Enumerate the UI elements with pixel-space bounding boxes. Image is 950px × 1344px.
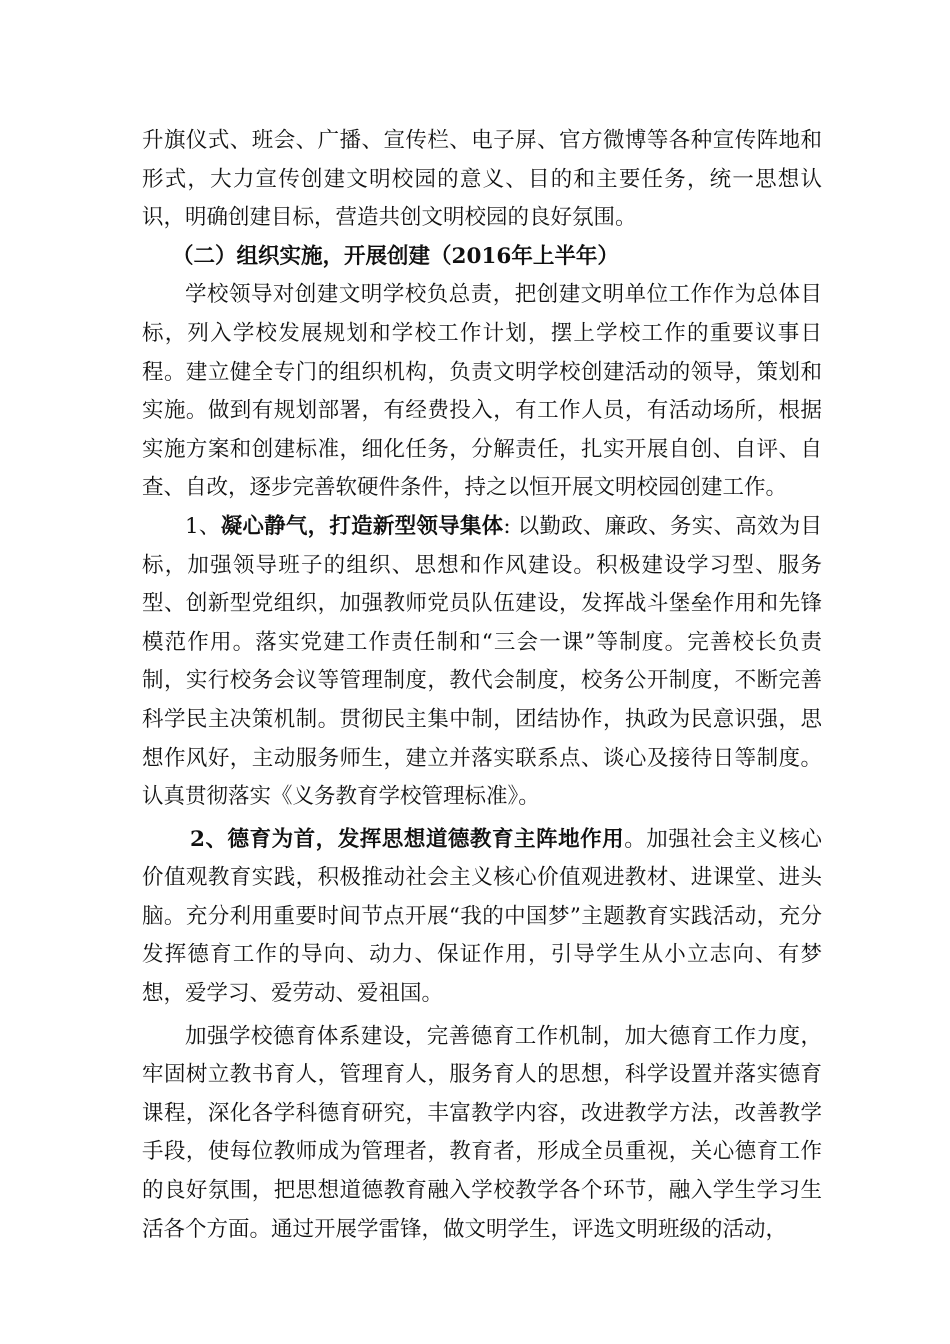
paragraph-item-1 [142,508,822,817]
paragraph-moral-education-system: 加强学校德育体系建设，完善德育工作机制，加大德育工作力度，牢固树立教书育人，管理育人，服务育人的思想，科学设置并落实德育课程，深化各学科德育研究，丰富教学内容，改进教学方法，改善教学手段，使每位教师成为管理者，教育者，形成全员重视，关心德育工作的良好氛围，把思想道德教育融入学校教学各个环节，融入学生学习生活各个方面。通过开展学雷锋，做文明学生，评选文明班级的活动， [142,1023,822,1242]
paragraph-item-2 [142,821,822,1014]
paragraph-publicity: 升旗仪式、班会、广播、宣传栏、电子屏、官方微博等各种宣传阵地和形式，大力宣传创建文明校园的意义、目的和主要任务，统一思想认识，明确创建目标，营造共创文明校园的良好氛围。 [142,128,822,231]
item-1-text: : 以勤政、廉政、务实、高效为目标，加强领导班子的组织、思想和作风建设。积极建设学习型、服务型、创新型党组织，加强教师党员队伍建设，发挥战斗堡垒作用和先锋模范作用。落实党建工作责任制和“三会一课”等制度。完善校长负责制，实行校务会议等管理制度，教代会制度，校务公开制度，不断完善科学民主决策机制。贯彻民主集中制，团结协作，执政为民意识强，思想作风好，主动服务师生，建立并落实联系点、谈心及接待日等制度。认真贯彻落实《义务教育学校管理标准》。 [142,513,822,810]
item-2-lead: 2、德育为首，发挥思想道德教育主阵地作用 [190,826,625,852]
section-heading-organize: （二）组织实施，开展创建（2016年上半年） [172,243,619,269]
item-1-number: 1、 [185,513,221,539]
item-2-text: 。加强社会主义核心价值观教育实践，积极推动社会主义核心价值观进教材、进课堂、进头脑。充分利用重要时间节点开展“我的中国梦”主题教育实践活动，充分发挥德育工作的导向、动力、保证作用，引导学生从小立志向、有梦想，爱学习、爱劳动、爱祖国。 [142,826,822,1007]
document-body [142,122,822,1249]
paragraph-leadership-responsibility: 学校领导对创建文明学校负总责，把创建文明单位工作作为总体目标，列入学校发展规划和学校工作计划，摆上学校工作的重要议事日程。建立健全专门的组织机构，负责文明学校创建活动的领导，策划和实施。做到有规划部署，有经费投入，有工作人员，有活动场所，根据实施方案和创建标准，细化任务，分解责任，扎实开展自创、自评、自查、自改，逐步完善软硬件条件，持之以恒开展文明校园创建工作。 [142,282,822,501]
item-1-lead: 凝心静气，打造新型领导集体 [220,513,504,539]
